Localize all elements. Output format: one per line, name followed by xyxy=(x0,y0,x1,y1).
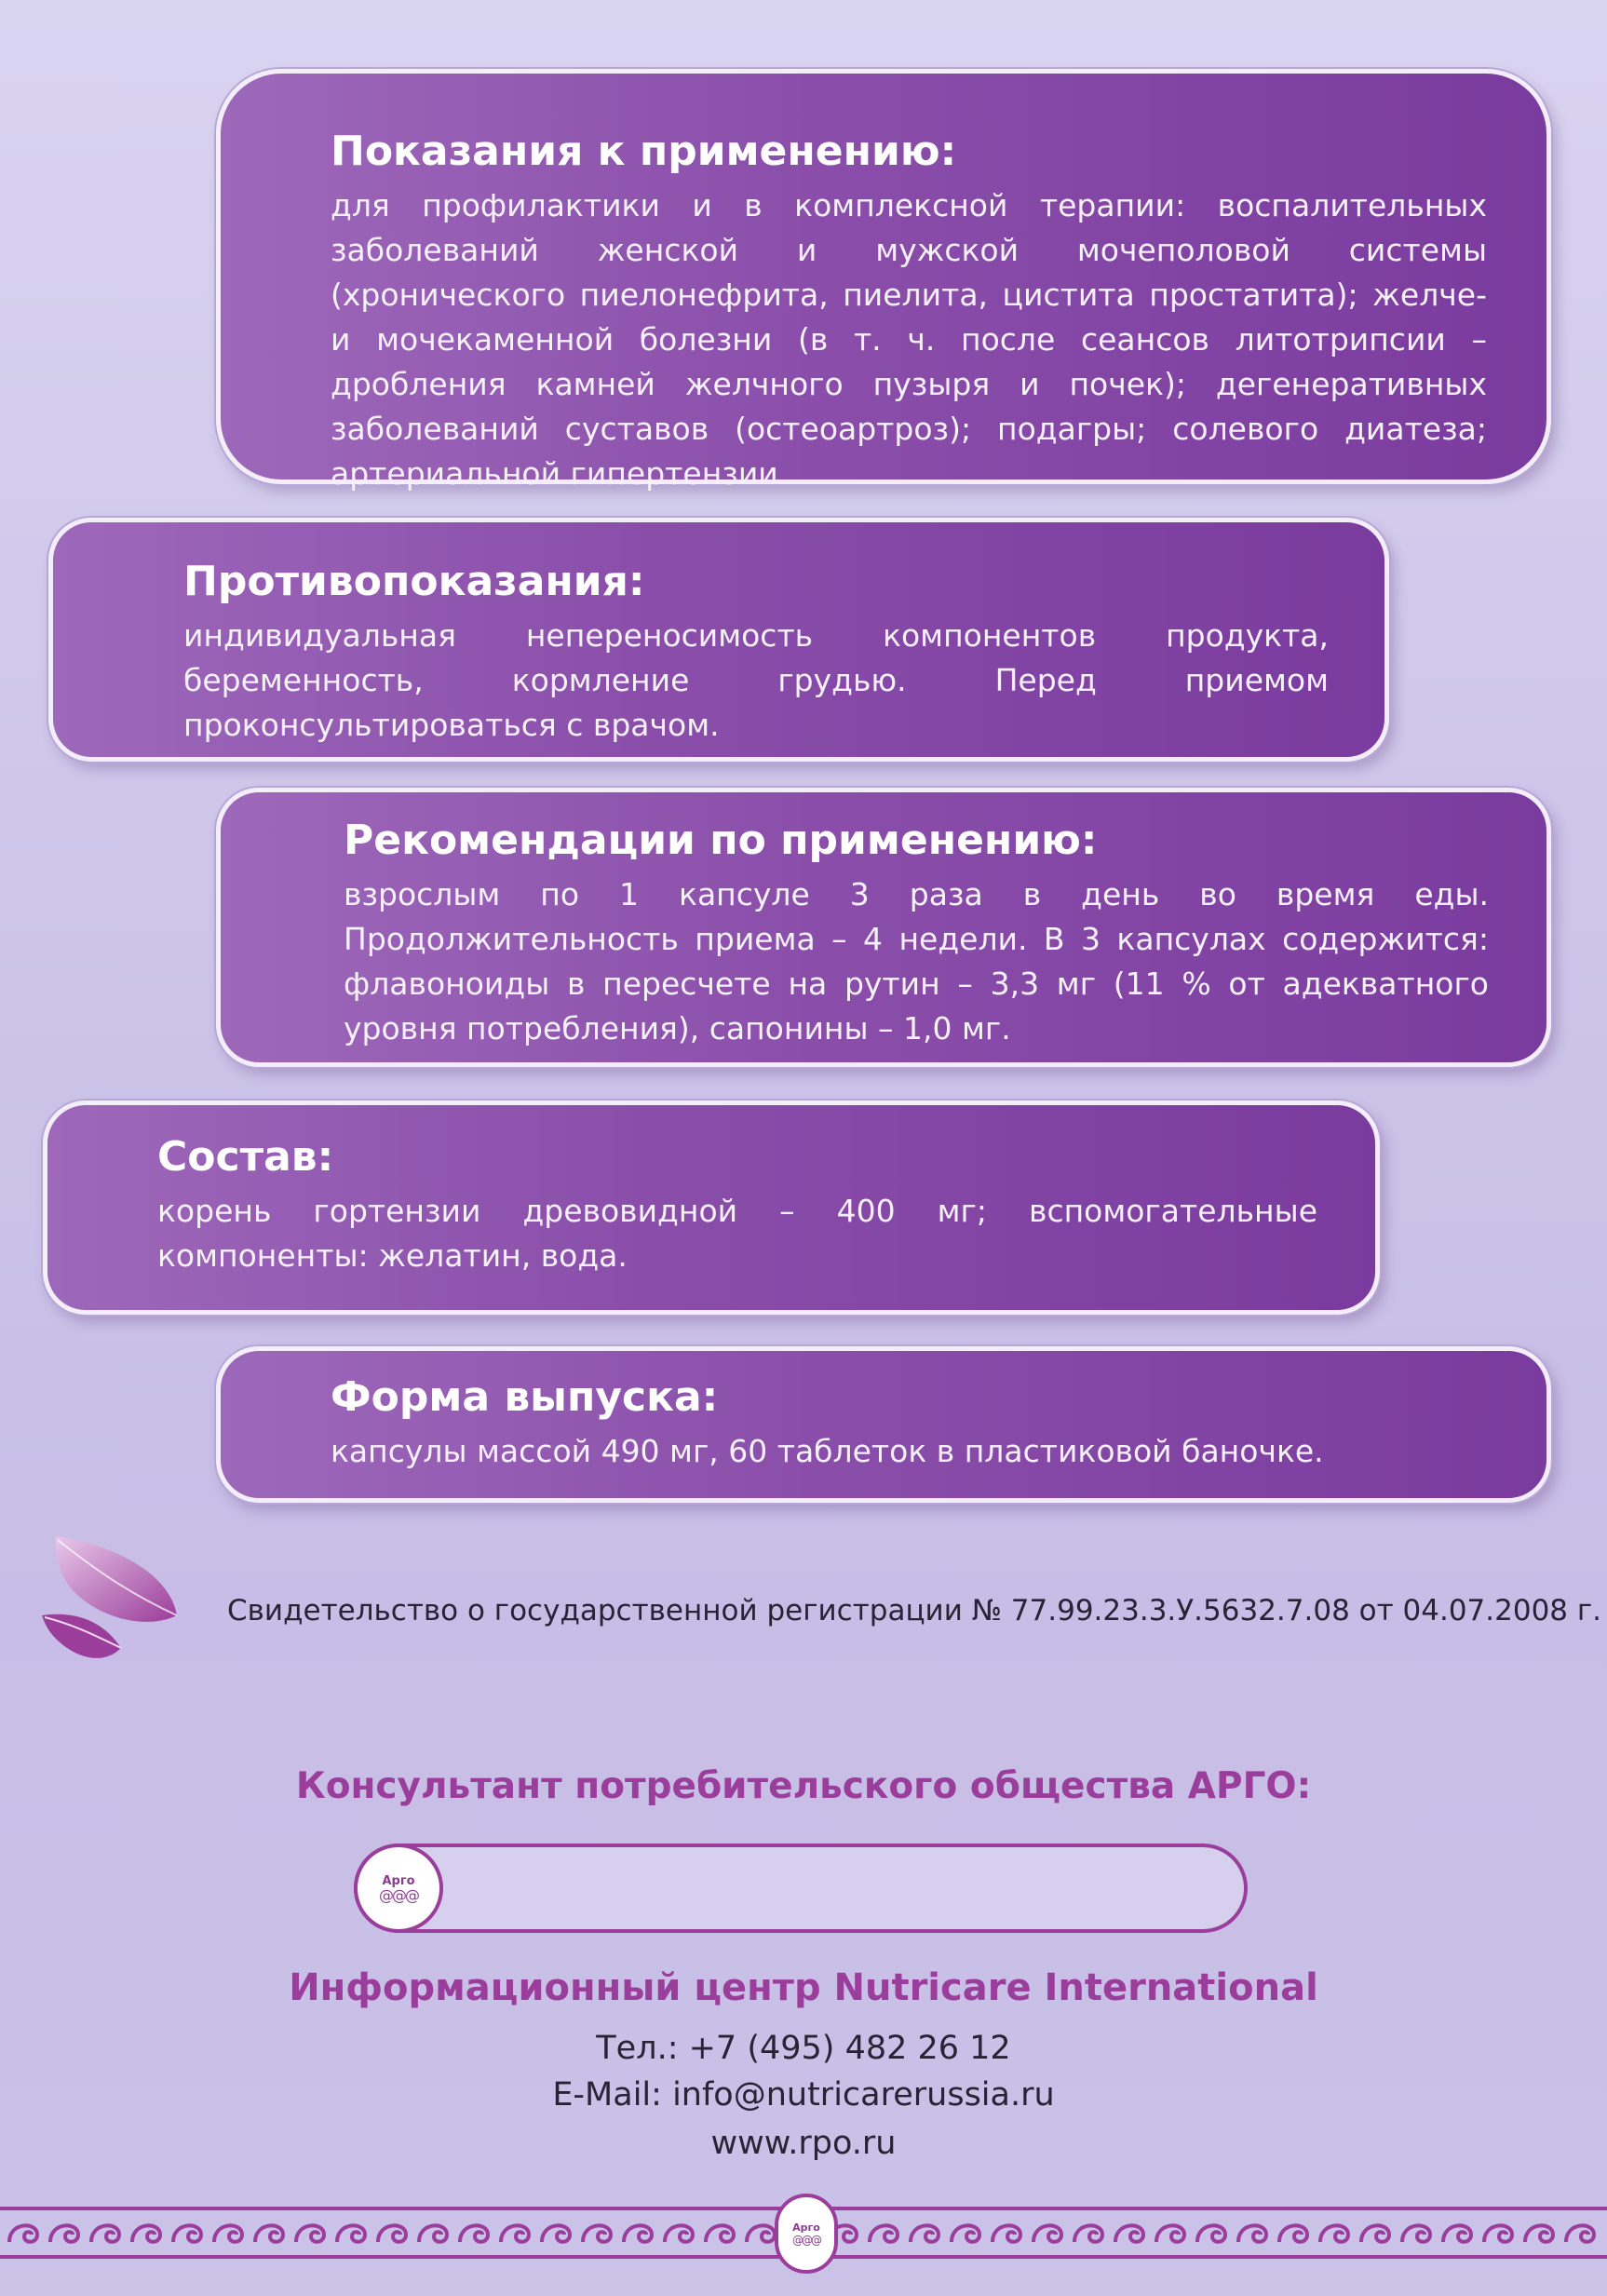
consultant-title: Консультант потребительского общества АРГО: xyxy=(295,1765,1312,1807)
wave-spiral xyxy=(255,2225,283,2242)
wave-spiral xyxy=(583,2225,611,2242)
website-link[interactable]: www.rpo.ru xyxy=(710,2125,897,2162)
info-center-title: Информационный центр Nutricare International xyxy=(289,1966,1318,2009)
wave-spiral xyxy=(1525,2225,1553,2242)
wave-spiral xyxy=(665,2225,693,2242)
wave-spiral xyxy=(173,2225,201,2242)
consultant-field[interactable] xyxy=(354,1844,1248,1933)
wave-spiral xyxy=(870,2225,898,2242)
wave-spiral xyxy=(952,2225,979,2242)
composition-text: корень гортензии древовидной – 400 мг; вспомогательные компоненты: желатин, вода. xyxy=(157,1193,1317,1274)
wave-spiral xyxy=(1074,2225,1102,2242)
argo-logo-icon: Арго @@@ xyxy=(354,1844,443,1933)
wave-spiral xyxy=(1320,2225,1348,2242)
leaf-logo-icon xyxy=(37,1527,186,1676)
indications-panel xyxy=(216,69,1551,492)
wave-spiral xyxy=(1156,2225,1184,2242)
release-form-title: Форма выпуска: xyxy=(331,1373,719,1421)
wave-spiral xyxy=(1484,2225,1512,2242)
wave-spiral xyxy=(624,2225,652,2242)
wave-spiral xyxy=(747,2225,775,2242)
usage-panel xyxy=(216,788,1551,1067)
phone-number: Тел.: +7 (495) 482 26 12 xyxy=(596,2030,1011,2067)
registration-certificate: Свидетельство о государственной регистрации № 77.99.23.3.У.5632.7.08 от 04.07.2008 г. xyxy=(227,1594,1602,1627)
wave-spiral xyxy=(91,2225,119,2242)
wave-spiral xyxy=(1238,2225,1266,2242)
wave-spiral xyxy=(378,2225,406,2242)
wave-spiral xyxy=(214,2225,242,2242)
composition-title: Состав: xyxy=(157,1133,334,1181)
argo-footer-logo-icon: Арго @@@ xyxy=(775,2194,838,2274)
release-form-panel xyxy=(216,1346,1551,1503)
wave-spiral xyxy=(50,2225,78,2242)
wave-spiral xyxy=(1279,2225,1307,2242)
contraindications-text: индивидуальная непереносимость компонентов продукта, беременность, кормление грудью. Перед приемом проконсультироваться с врачом. xyxy=(183,617,1329,743)
wave-spiral xyxy=(501,2225,529,2242)
usage-text: взрослым по 1 капсуле 3 раза в день во время еды. Продолжительность приема – 4 недели. В 3 капсулах содержится: флавоноиды в пересчете на рутин – 3,3 мг (11 % от адекватного уровня потребления), сапонины – 1,0 мг. xyxy=(344,876,1489,1047)
wave-spiral xyxy=(911,2225,939,2242)
contraindications-panel xyxy=(48,518,1389,762)
email-link[interactable]: E-Mail: info@nutricarerussia.ru xyxy=(552,2076,1055,2114)
wave-spiral xyxy=(1197,2225,1225,2242)
wave-spiral xyxy=(337,2225,365,2242)
wave-spiral xyxy=(460,2225,488,2242)
release-form-text: капсулы массой 490 мг, 60 таблеток в пластиковой баночке. xyxy=(331,1433,1324,1469)
wave-spiral xyxy=(1443,2225,1471,2242)
wave-spiral xyxy=(1115,2225,1143,2242)
wave-spiral xyxy=(706,2225,734,2242)
wave-spiral xyxy=(1033,2225,1061,2242)
indications-title: Показания к применению: xyxy=(331,128,957,175)
wave-spiral xyxy=(1361,2225,1389,2242)
contraindications-title: Противопоказания: xyxy=(183,558,645,605)
usage-title: Рекомендации по применению: xyxy=(344,817,1098,864)
indications-text: для профилактики и в комплексной терапии: воспалительных заболеваний женской и мужской мочеполовой системы (хронического пиелонефрита, пиелита, цистита простатита); желче- и мочекаменной болезни (в т. ч. после сеансов литотрипсии – дробления камней желчного пузыря и почек); дегенеративных заболеваний суставов (остеоартроз); подагры; солевого диатеза; артериальной гипертензии. xyxy=(331,187,1487,492)
wave-spiral xyxy=(542,2225,570,2242)
wave-spiral xyxy=(993,2225,1020,2242)
wave-spiral xyxy=(1402,2225,1430,2242)
composition-panel xyxy=(43,1101,1380,1315)
wave-spiral xyxy=(419,2225,447,2242)
wave-spiral xyxy=(132,2225,160,2242)
wave-spiral xyxy=(9,2225,37,2242)
wave-spiral xyxy=(296,2225,324,2242)
wave-spiral xyxy=(1566,2225,1594,2242)
